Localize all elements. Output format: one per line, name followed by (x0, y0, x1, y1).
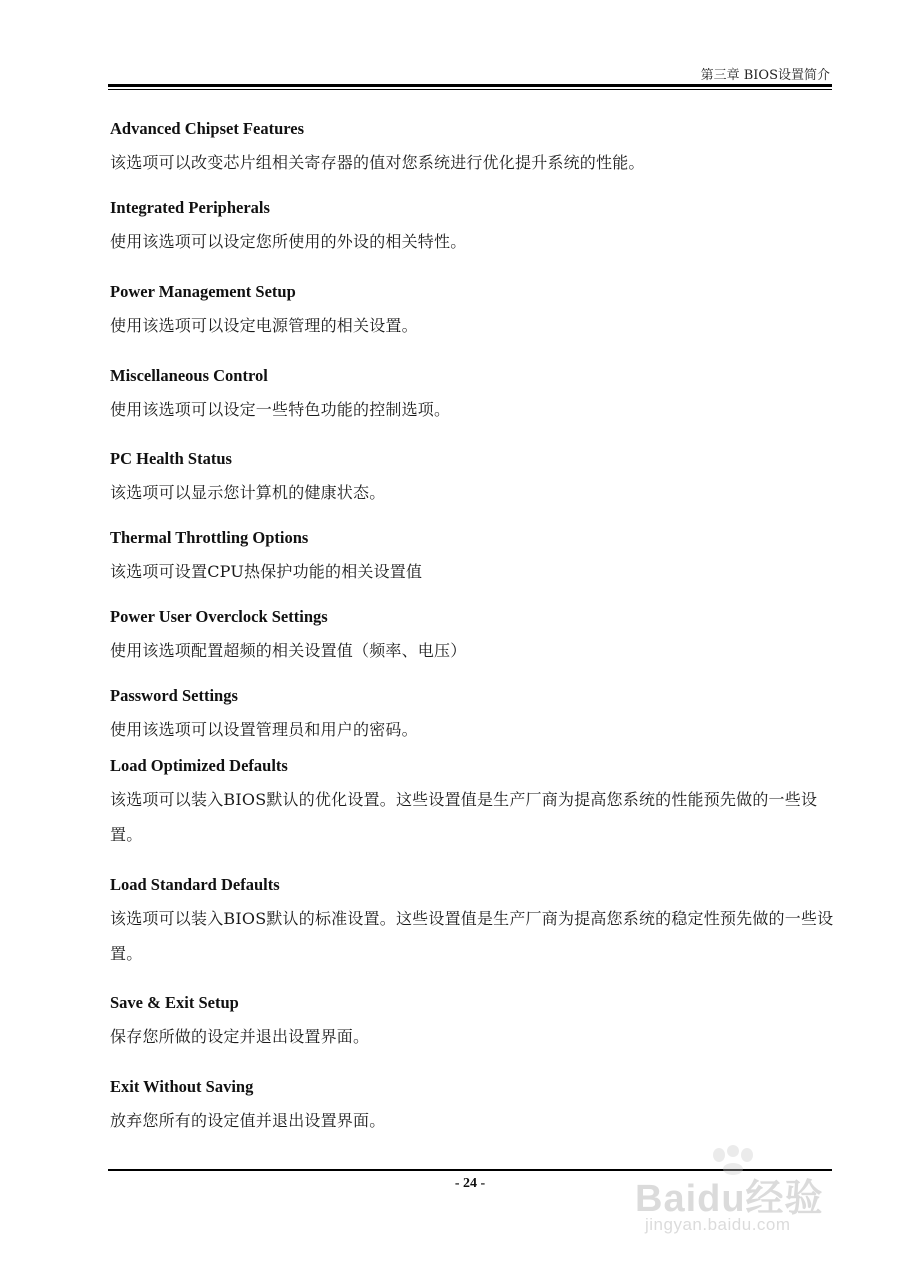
watermark (635, 1145, 855, 1245)
section-title-load-standard-defaults: Load Standard Defaults (110, 875, 280, 894)
section-title-thermal-throttling: Thermal Throttling Options (110, 528, 309, 547)
section-title-integrated-peripherals: Integrated Peripherals (110, 198, 270, 217)
watermark-url: jingyan.baidu.com (645, 1215, 791, 1234)
section-desc-pc-health-status: 该选项可以显示您计算机的健康状态。 (110, 483, 386, 502)
section-desc-power-user-overclock: 使用该选项配置超频的相关设置值（频率、电压） (110, 641, 467, 660)
section-title-password-settings: Password Settings (110, 686, 238, 705)
section-title-advanced-chipset: Advanced Chipset Features (110, 119, 305, 138)
section-desc-exit-without-saving: 放弃您所有的设定值并退出设置界面。 (110, 1111, 386, 1130)
section-title-load-optimized-defaults: Load Optimized Defaults (110, 756, 288, 775)
section-title-pc-health-status: PC Health Status (110, 449, 232, 468)
section-title-miscellaneous-control: Miscellaneous Control (110, 366, 268, 385)
section-desc-integrated-peripherals: 使用该选项可以设定您所使用的外设的相关特性。 (110, 232, 467, 251)
section-desc-load-optimized-defaults: 该选项可以装入BIOS默认的优化设置。这些设置值是生产厂商为提高您系统的性能预先做的一些设置。 (110, 790, 818, 844)
section-desc-power-management: 使用该选项可以设定电源管理的相关设置。 (110, 316, 418, 335)
section-desc-advanced-chipset: 该选项可以改变芯片组相关寄存器的值对您系统进行优化提升系统的性能。 (110, 153, 645, 172)
section-desc-thermal-throttling: 该选项可设置CPU热保护功能的相关设置值 (110, 562, 423, 581)
section-desc-save-exit-setup: 保存您所做的设定并退出设置界面。 (110, 1027, 370, 1046)
header-rule (108, 84, 832, 90)
section-title-power-user-overclock: Power User Overclock Settings (110, 607, 328, 626)
section-title-exit-without-saving: Exit Without Saving (110, 1077, 254, 1096)
watermark-logo: Baidu经验 (635, 1178, 824, 1220)
section-desc-miscellaneous-control: 使用该选项可以设定一些特色功能的控制选项。 (110, 400, 451, 419)
running-header: 第三章 BIOS设置简介 (700, 68, 830, 83)
section-desc-load-standard-defaults: 该选项可以装入BIOS默认的标准设置。这些设置值是生产厂商为提高您系统的稳定性预先做的一些设置。 (110, 909, 834, 963)
section-desc-password-settings: 使用该选项可以设置管理员和用户的密码。 (110, 720, 418, 739)
section-title-power-management: Power Management Setup (110, 282, 296, 301)
section-title-save-exit-setup: Save & Exit Setup (110, 993, 239, 1012)
page-number: - 24 - (454, 1176, 486, 1191)
